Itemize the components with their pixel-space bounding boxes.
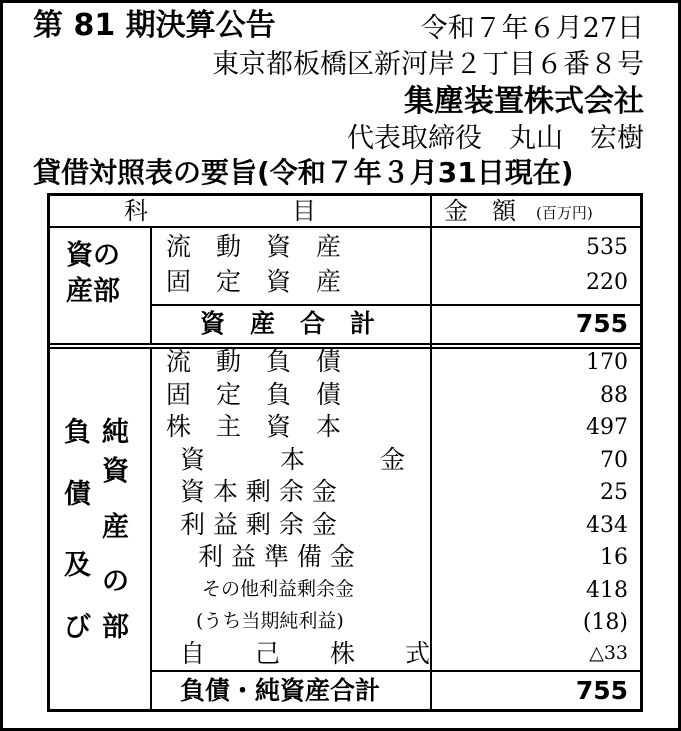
equity-section-label: 部 [102, 612, 129, 643]
liab-total-amount: 755 [575, 676, 628, 705]
company-address: 東京都板橋区新河岸２丁目６番８号 [212, 49, 644, 80]
liab-section-label: 債 [64, 479, 91, 510]
assets-section-divider [150, 226, 152, 343]
liab-total-divider [150, 670, 640, 672]
liab-section-label: び [64, 612, 91, 643]
equity-label: 利 益 準 備 金 [198, 542, 355, 571]
header-amount: 金 額 [444, 197, 516, 225]
header-divider [50, 226, 640, 228]
equity-label: その他利益剰余金 [202, 578, 355, 600]
equity-amount: 497 [586, 415, 628, 440]
section-divider-2 [50, 347, 640, 349]
equity-section-label: 産 [102, 512, 129, 543]
liab-amount: 170 [586, 350, 628, 375]
liab-section-label: 負 [64, 417, 91, 448]
asset-amount: 220 [586, 270, 628, 295]
equity-amount: 25 [600, 480, 628, 505]
assets-total-divider [150, 304, 640, 306]
notice-title: 第 81 期決算公告 [33, 8, 276, 43]
representative: 代表取締役 丸山 宏樹 [347, 123, 644, 154]
equity-label: 自 己 株 式 [180, 639, 431, 668]
equity-label: 資 本 剰 余 金 [180, 477, 337, 506]
equity-amount: (18) [582, 610, 628, 635]
liab-section-divider [150, 347, 152, 709]
liab-label: 固 定 負 債 [166, 380, 342, 409]
balance-sheet-table [47, 193, 643, 712]
equity-amount: 418 [586, 578, 628, 603]
equity-section-label: 純 [102, 417, 129, 448]
equity-section-label: の [102, 566, 129, 597]
assets-total-label: 資 産 合 計 [200, 309, 376, 338]
section-divider-1 [50, 343, 640, 345]
equity-amount: 70 [600, 448, 628, 473]
equity-label: (うち当期純利益) [196, 610, 344, 632]
asset-label: 流 動 資 産 [166, 232, 342, 261]
amount-column-divider [430, 196, 432, 709]
assets-section-label: 産部 [66, 276, 120, 307]
balance-sheet-title: 貸借対照表の要旨(令和７年３月31日現在) [33, 156, 574, 189]
assets-section-label: 資の [66, 240, 120, 271]
asset-amount: 535 [586, 235, 628, 260]
equity-section-label: 資 [102, 456, 129, 487]
asset-label: 固 定 資 産 [166, 267, 342, 296]
assets-total-amount: 755 [575, 309, 628, 338]
liab-total-label: 負債・純資産合計 [180, 676, 381, 705]
company-name: 集塵装置株式会社 [404, 84, 644, 119]
equity-label: 利 益 剰 余 金 [180, 510, 337, 539]
notice-date: 令和７年６月27日 [420, 13, 644, 44]
equity-label: 資 本 金 [180, 445, 406, 474]
header-unit: (百万円) [536, 204, 593, 222]
equity-amount: 434 [586, 513, 628, 538]
header-item: 科 目 [124, 197, 316, 225]
equity-amount: 16 [600, 545, 628, 570]
equity-amount: △33 [589, 642, 628, 664]
liab-section-label: 及 [64, 550, 91, 581]
liab-amount: 88 [600, 383, 628, 408]
equity-label: 株 主 資 本 [166, 412, 342, 441]
liab-label: 流 動 負 債 [166, 347, 342, 376]
